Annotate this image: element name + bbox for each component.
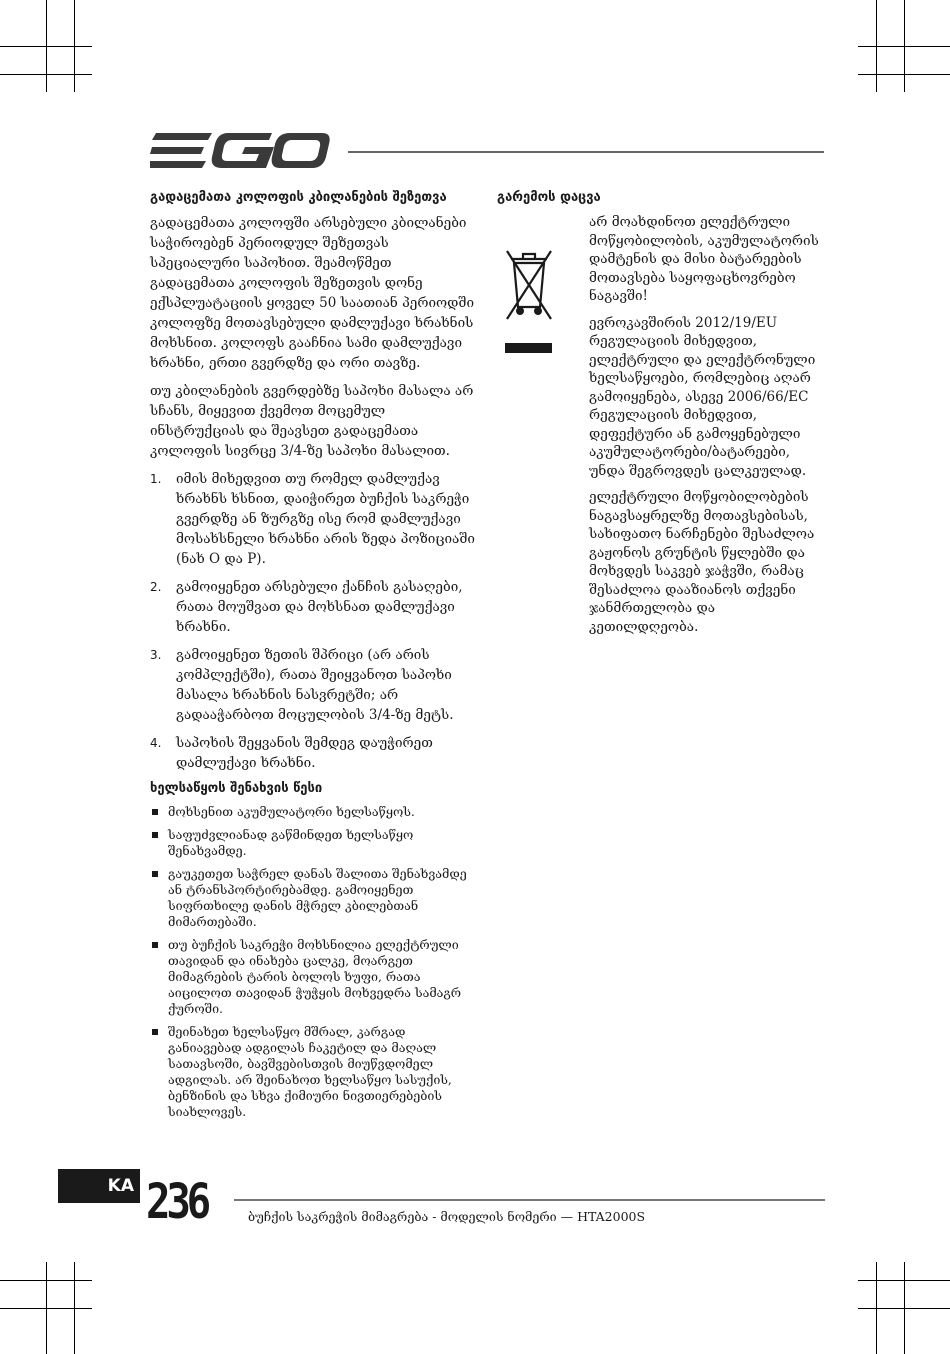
- step-item: [150, 733, 480, 773]
- step-number: 3.: [150, 648, 162, 662]
- crop-mark: [858, 46, 950, 47]
- step-item: [150, 645, 480, 725]
- crossed-out-wheelie-bin-icon: [503, 245, 555, 325]
- storage-list: [150, 804, 480, 1120]
- step-text: საპოხის შეყვანის შემდეგ დაუჭირეთ დამლუქავი ხრახნი.: [176, 735, 433, 771]
- step-item: [150, 469, 480, 569]
- bullet-square-icon: [152, 942, 158, 948]
- bullet-square-icon: [152, 809, 158, 815]
- lubrication-steps: [150, 469, 480, 773]
- bullet-square-icon: [152, 871, 158, 877]
- crop-mark: [858, 1280, 950, 1281]
- crop-mark: [0, 1308, 92, 1309]
- crop-mark: [858, 1308, 950, 1309]
- separate-collection-bar: [505, 343, 552, 353]
- crop-mark: [858, 74, 950, 75]
- environment-text: [589, 213, 827, 636]
- crop-mark: [0, 74, 92, 75]
- bullet-square-icon: [152, 832, 158, 838]
- paragraph: გადაცემათა კოლოფში არსებული კბილანები საჭიროებენ პერიოდულ შეზეთვას სპეციალური საპოხით. შეამოწმეთ გადაცემათა კოლოფის შეზეთვის დონე ექსპლუატაციის ყოველ 50 საათიან პერიოდში კოლოფზე მოთავსებული დამლუქავი ხრახნის მოხსნით. კოლოფს გააჩნია სამი დამლუქავი ხრახნი, ერთი გვერდზე და ორი თავზე.: [150, 215, 474, 371]
- gear-lubrication-heading: გადაცემათა კოლოფის კბილანების შეზეთვა: [150, 190, 447, 205]
- page-number: 236: [146, 1174, 207, 1230]
- list-item: [150, 804, 480, 820]
- left-column: [150, 190, 480, 1127]
- header-rule: [348, 151, 824, 153]
- paragraph: არ მოახდინოთ ელექტრული მოწყობილობის, აკუმულატორის დამტენის და მისი ბატარეების მოთავსება საყოფაცხოვრებო ნაგავში!: [589, 214, 819, 304]
- paragraph: ევროკავშირის 2012/19/EU რეგულაციის მიხედვით, ელექტრული და ელექტრონული ხელსაწყოები, რომლებიც აღარ გამოიყენება, ასევე 2006/66/EC რეგულაციის მიხედვით, დეფექტური ან გამოყენებული აკუმულატორები/ბატარეები, უნდა შეგროვდეს ცალკეულად.: [589, 314, 816, 479]
- list-item-text: გაუკეთეთ საჭრელ დანას შალითა შენახვამდე ან ტრანსპორტირებამდე. გამოიყენეთ სიფრთხილე დანის მჭრელ კბილებთან მიმართებაში.: [168, 866, 467, 929]
- step-item: [150, 577, 480, 637]
- step-number: 2.: [150, 580, 162, 594]
- paragraph: ელექტრული მოწყობილობების ნაგავსაყრელზე მოთავსებისას, სახიფათო ნარჩენები შესაძლოა გაჟონოს გრუნტის წყლებში და მოხვდეს საკვებ ჯაჭვში, რამაც შესაძლოა დააზიანოს თქვენი ჯანმრთელობა და კეთილდღეობა.: [589, 489, 815, 635]
- step-text: გამოიყენეთ არსებული ქანჩის გასაღები, რათა მოუშვათ და მოხსნათ დამლუქავი ხრახნი.: [176, 579, 463, 635]
- footer-caption: ბუჩქის საკრეჭის მიმაგრება - მოდელის ნომერი — HTA2000S: [248, 1209, 646, 1224]
- list-item-text: მოხსენით აკუმულატორი ხელსაწყოს.: [168, 804, 415, 819]
- paragraph: თუ კბილანების გვერდებზე საპოხი მასალა არ სჩანს, მიყევით ქვემოთ მოცემულ ინსტრუქციას და შეავსეთ გადაცემათა კოლოფის სივრცე 3/4-ზე საპოხი მასალით.: [150, 383, 474, 459]
- footer-rule: [234, 1199, 825, 1201]
- step-text: გამოიყენეთ ზეთის შპრიცი (არ არის კომპლექტში), რათა შეიყვანოთ საპოხი მასალა ხრახნის ნასვრეტში; არ გადააჭარბოთ მოცულობის 3/4-ზე მეტს.: [176, 647, 454, 723]
- list-item-text: საფუძვლიანად გაწმინდეთ ხელსაწყო შენახვამდე.: [168, 827, 414, 858]
- language-badge: KA: [58, 1169, 140, 1203]
- crop-mark: [0, 46, 92, 47]
- environment-section: [497, 213, 827, 636]
- environment-heading: გარემოს დაცვა: [497, 190, 601, 205]
- storage-heading: ხელსაწყოს შენახვის წესი: [150, 781, 323, 796]
- list-item: [150, 866, 480, 930]
- list-item: [150, 827, 480, 859]
- list-item-text: თუ ბუჩქის საკრეჭი მოხსნილია ელექტრული თავიდან და ინახება ცალკე, მოარგეთ მიმაგრების ტარის ბოლოს ხუფი, რათა აიცილოთ თავიდან ჭუჭყის მოხვედრა სამაგრ ქუროში.: [168, 937, 462, 1016]
- list-item-text: შეინახეთ ხელსაწყო მშრალ, კარგად განიავებად ადგილას ჩაკეტილ და მაღალ სათავსოში, ბავშვებისთვის მიუწვდომელ ადგილას. არ შეინახოთ ხელსაწყო სასუქის, ბენზინის და სხვა ქიმიური ნივთიერებების სიახლოვეს.: [168, 1024, 452, 1119]
- step-number: 1.: [150, 472, 162, 486]
- ego-logo: [150, 133, 330, 171]
- list-item: [150, 1024, 480, 1120]
- right-column: [497, 190, 827, 644]
- bullet-square-icon: [152, 1029, 158, 1035]
- crop-mark: [0, 1280, 92, 1281]
- step-text: იმის მიხედვით თუ რომელ დამლუქავ ხრახნს ხსნით, დაიჭირეთ ბუჩქის საკრეჭი გვერდზე ან ზურგზე ისე რომ დამლუქავი მოსახსნელი ხრახნი არის ზედა პოზიციაში (ნახ O და P).: [176, 471, 475, 567]
- step-number: 4.: [150, 736, 162, 750]
- list-item: [150, 937, 480, 1017]
